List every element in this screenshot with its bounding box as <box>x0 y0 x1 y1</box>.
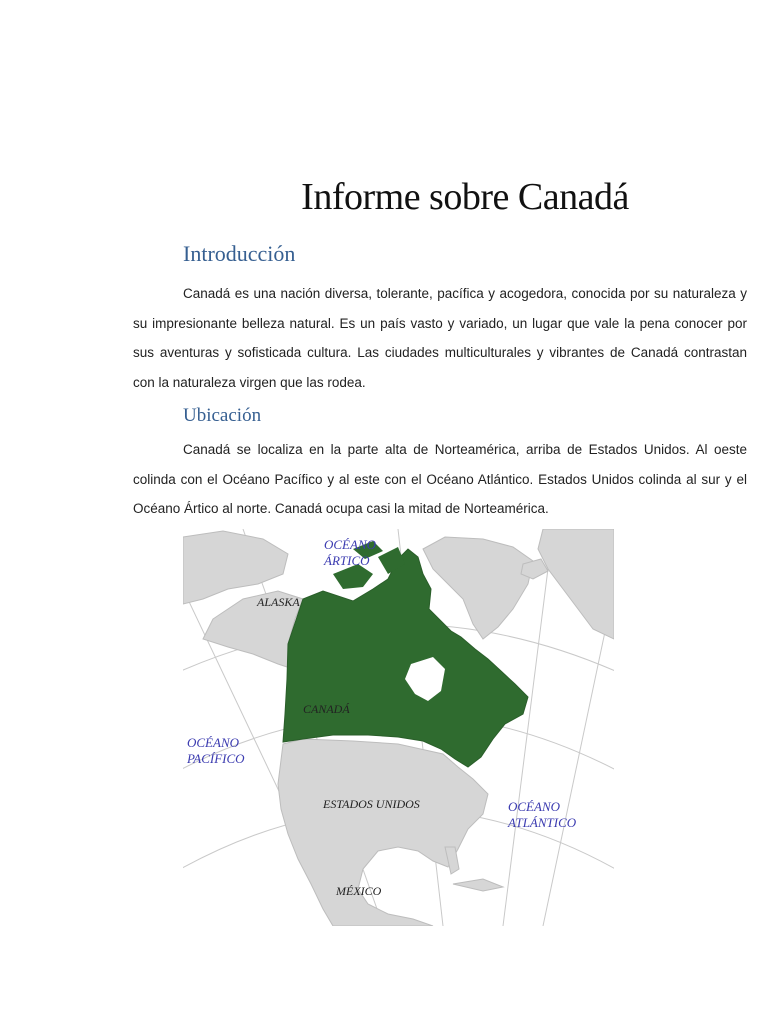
pacific-ocean-label-2: PACÍFICO <box>187 751 245 766</box>
north-america-map <box>183 529 614 926</box>
europe-shape <box>538 529 614 639</box>
section-heading-ubicacion: Ubicación <box>183 405 262 426</box>
arctic-ocean-label-2: ÁRTICO <box>324 553 370 568</box>
section-paragraph-introduccion: Canadá es una nación diversa, tolerante, pacífica y acogedora, conocida por su naturaleza y su impresionante belleza natural. Es un país vasto y variado, un lugar que vale la pena conocer por sus aventuras y sofisticada cultura. Las ciudades multiculturales y vibrantes de Canadá contrastan con la naturaleza virgen que las rodea. <box>133 286 747 390</box>
canada-label: CANADÁ <box>303 702 350 716</box>
document-title: Informe sobre Canadá <box>301 176 629 218</box>
alaska-label: ALASKA <box>257 595 300 609</box>
atlantic-ocean-label-1: OCÉANO <box>508 799 560 814</box>
arctic-ocean-label-1: OCÉANO <box>324 537 376 552</box>
mexico-label: MÉXICO <box>336 884 382 898</box>
section-heading-introduccion: Introducción <box>183 241 296 266</box>
usa-mexico-shape <box>278 739 488 926</box>
caribbean-shape <box>453 879 503 891</box>
usa-label: ESTADOS UNIDOS <box>323 797 420 811</box>
map-graphic <box>183 529 614 926</box>
pacific-ocean-label-1: OCÉANO <box>187 735 239 750</box>
atlantic-ocean-label-2: ATLÁNTICO <box>508 815 577 830</box>
section-paragraph-ubicacion: Canadá se localiza en la parte alta de Norteamérica, arriba de Estados Unidos. Al oeste colinda con el Océano Pacífico y al este con el Océano Atlántico. Estados Unidos colinda al sur y el Océano Ártico al norte. Canadá ocupa casi la mitad de Norteamérica. <box>133 442 747 516</box>
